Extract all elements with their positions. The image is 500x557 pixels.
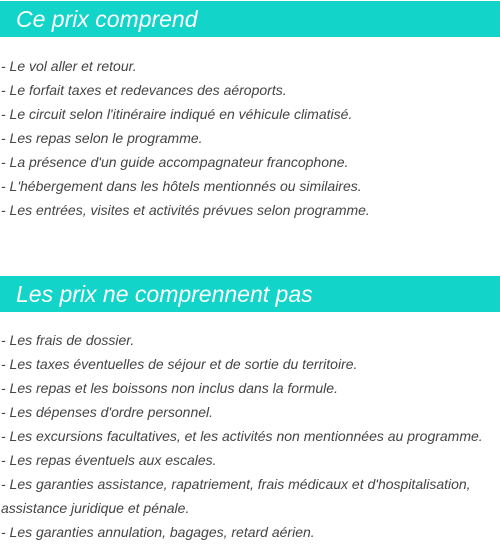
list-item: - Le circuit selon l'itinéraire indiqué en véhicule climatisé.	[1, 106, 353, 122]
list-item: - Les repas selon le programme.	[1, 130, 203, 146]
list-item: - La présence d'un guide accompagnateur francophone.	[1, 154, 349, 170]
included-section	[0, 1, 500, 222]
list-item: - Les garanties assistance, rapatriement, frais médicaux et d'hospitalisation, assistance juridique et pénale.	[1, 476, 471, 516]
list-item: - Les excursions facultatives, et les activités non mentionnées au programme.	[1, 428, 483, 444]
list-item: - Les dépenses d'ordre personnel.	[1, 404, 214, 420]
list-item: - Les taxes éventuelles de séjour et de sortie du territoire.	[1, 356, 358, 372]
list-item: - Les frais de dossier.	[1, 332, 135, 348]
included-list	[0, 54, 500, 222]
included-section-title: Ce prix comprend	[0, 1, 500, 37]
list-item: - L'hébergement dans les hôtels mentionnés ou similaires.	[1, 178, 362, 194]
excluded-section	[0, 276, 500, 544]
list-item: - Les entrées, visites et activités prévues selon programme.	[1, 202, 370, 218]
list-item: - Les repas et les boissons non inclus dans la formule.	[1, 380, 338, 396]
excluded-section-title: Les prix ne comprennent pas	[0, 276, 500, 312]
list-item: - Les repas éventuels aux escales.	[1, 452, 217, 468]
list-item: - Le forfait taxes et redevances des aéroports.	[1, 82, 287, 98]
excluded-list	[0, 328, 500, 544]
list-item: - Le vol aller et retour.	[1, 58, 137, 74]
list-item: - Les garanties annulation, bagages, retard aérien.	[1, 524, 315, 540]
